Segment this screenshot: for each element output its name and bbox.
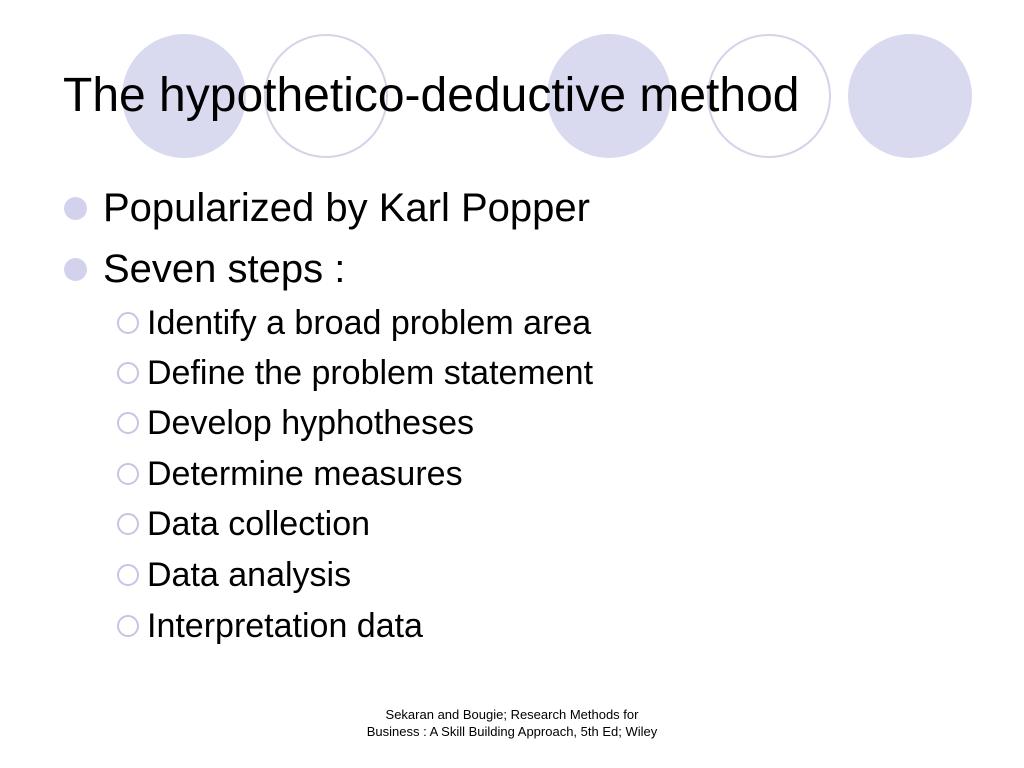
slide-title: The hypothetico-deductive method (63, 69, 800, 122)
hollow-circle-bullet-icon (117, 513, 139, 535)
bullet-item (64, 245, 345, 293)
sub-bullet-text: Develop hyphotheses (147, 404, 475, 442)
sub-bullet-item (117, 353, 593, 393)
hollow-circle-bullet-icon (117, 615, 139, 637)
sub-bullet-item (117, 303, 591, 343)
bullet-text: Popularized by Karl Popper (103, 186, 590, 230)
sub-bullet-text: Data analysis (147, 556, 352, 594)
filled-circle-bullet-icon (64, 258, 87, 281)
hollow-circle-bullet-icon (117, 312, 139, 334)
sub-bullet-text: Determine measures (147, 455, 463, 493)
sub-bullet-item (117, 403, 474, 443)
sub-bullet-text: Identify a broad problem area (147, 304, 592, 342)
hollow-circle-bullet-icon (117, 564, 139, 586)
filled-circle-bullet-icon (64, 197, 87, 220)
sub-bullet-item (117, 555, 351, 595)
bullet-item (64, 184, 590, 232)
decor-circle-filled (848, 34, 972, 158)
sub-bullet-item (117, 454, 463, 494)
hollow-circle-bullet-icon (117, 412, 139, 434)
sub-bullet-text: Data collection (147, 505, 371, 543)
sub-bullet-item (117, 606, 423, 646)
slide-footer-citation: Sekaran and Bougie; Research Methods for Business : A Skill Building Approach, 5th Ed; Wiley (366, 707, 658, 739)
sub-bullet-item (117, 504, 370, 544)
bullet-text: Seven steps : (103, 247, 346, 291)
hollow-circle-bullet-icon (117, 362, 139, 384)
hollow-circle-bullet-icon (117, 463, 139, 485)
sub-bullet-text: Define the problem statement (147, 354, 594, 392)
sub-bullet-text: Interpretation data (147, 607, 423, 645)
